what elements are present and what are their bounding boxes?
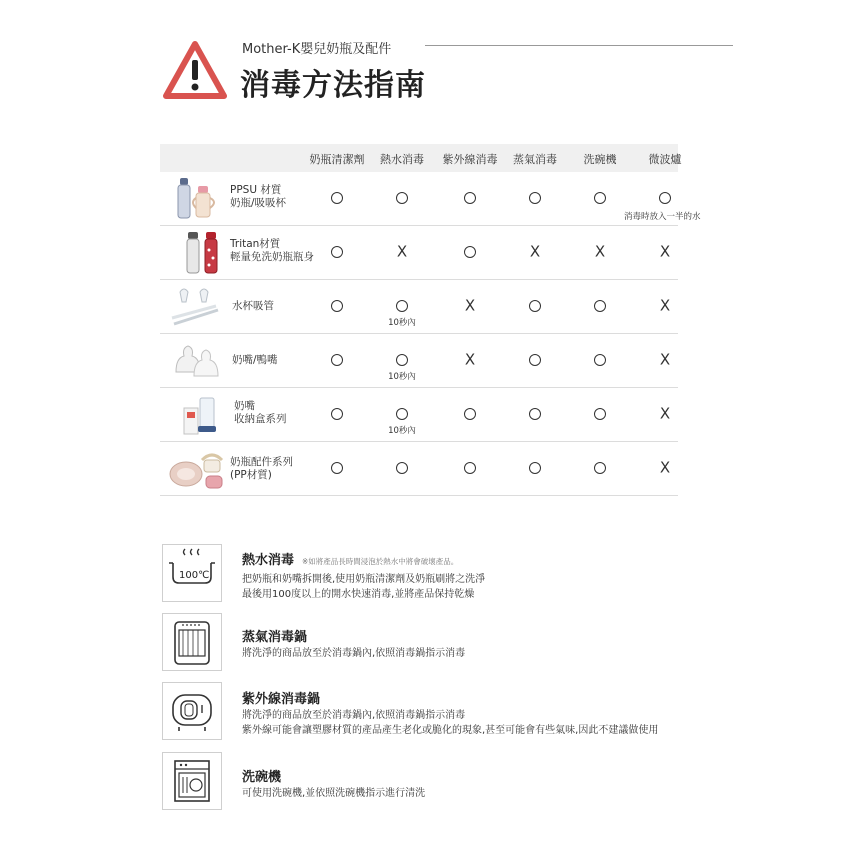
compat-mark: X bbox=[659, 404, 671, 423]
product-sublabel: 輕量免洗奶瓶瓶身 bbox=[230, 251, 314, 263]
compat-note: 10秒內 bbox=[388, 426, 416, 436]
description-line: 將洗淨的商品放至於消毒鍋內,依照消毒鍋指示消毒 bbox=[242, 648, 466, 659]
product-sublabel: 奶瓶/吸吸杯 bbox=[230, 197, 287, 209]
method-title-text: 洗碗機 bbox=[242, 770, 282, 785]
table-header bbox=[160, 144, 682, 172]
compat-note: 消毒時放入一半的水 bbox=[624, 212, 701, 222]
nipple-thumbnail bbox=[166, 338, 226, 384]
table-row bbox=[160, 442, 678, 496]
product-sublabel: 收納盒系列 bbox=[234, 413, 287, 425]
table-row bbox=[160, 334, 678, 388]
method-warning: ※如將產品長時間浸泡於熱水中將會破壞產品。 bbox=[302, 557, 459, 566]
warning-triangle-icon bbox=[162, 40, 228, 102]
steam-sterilizer-icon bbox=[162, 613, 222, 671]
method-description bbox=[242, 708, 658, 738]
table-row bbox=[160, 226, 678, 280]
compat-mark bbox=[529, 462, 541, 474]
product-sublabel: (PP材質) bbox=[230, 469, 272, 481]
description-line: 可使用洗碗機,並依照洗碗機指示進行清洗 bbox=[242, 788, 426, 799]
description-line: 紫外線可能會讓塑膠材質的產品產生老化或脆化的現象,甚至可能會有些氣味,因此不建議做使用 bbox=[242, 725, 659, 736]
compat-mark bbox=[331, 246, 343, 258]
compat-mark: X bbox=[529, 242, 541, 261]
method-description bbox=[242, 646, 465, 661]
ppsu-bottle-thumbnail bbox=[166, 176, 226, 222]
method-title-text: 紫外線消毒鍋 bbox=[242, 692, 321, 707]
compat-note: 10秒內 bbox=[388, 372, 416, 382]
compat-mark bbox=[594, 300, 606, 312]
table-row bbox=[160, 388, 678, 442]
compat-mark: X bbox=[396, 242, 408, 261]
temperature-label: 100℃ bbox=[179, 570, 210, 581]
column-header: 熱水消毒 bbox=[380, 153, 424, 166]
method-title bbox=[242, 626, 307, 645]
brand-name: Mother-K嬰兒奶瓶及配件 bbox=[242, 42, 392, 57]
compat-mark bbox=[529, 192, 541, 204]
compat-mark: X bbox=[659, 458, 671, 477]
straw-thumbnail bbox=[166, 284, 226, 330]
row-divider bbox=[160, 495, 678, 496]
column-header: 微波爐 bbox=[648, 153, 682, 166]
method-title bbox=[242, 688, 320, 707]
description-line: 最後用100度以上的開水快速消毒,並將產品保持乾燥 bbox=[242, 589, 475, 600]
compat-mark bbox=[331, 300, 343, 312]
storage-box-thumbnail bbox=[166, 392, 226, 438]
product-label: 奶嘴/鴨嘴 bbox=[232, 354, 278, 366]
compat-mark bbox=[331, 408, 343, 420]
compat-mark bbox=[594, 192, 606, 204]
method-title-text: 蒸氣消毒鍋 bbox=[242, 630, 308, 645]
compat-mark bbox=[594, 462, 606, 474]
compat-mark bbox=[594, 354, 606, 366]
method-description bbox=[242, 572, 485, 602]
method-title bbox=[242, 766, 281, 785]
description-line: 將洗淨的商品放至於消毒鍋內,依照消毒鍋指示消毒 bbox=[242, 710, 466, 721]
compat-mark bbox=[331, 462, 343, 474]
compat-mark: X bbox=[594, 242, 606, 261]
method-title-text: 熱水消毒 bbox=[242, 553, 295, 568]
product-label: Tritan材質 bbox=[230, 238, 281, 250]
method-description bbox=[242, 786, 425, 801]
header-rule bbox=[425, 45, 733, 46]
compat-mark bbox=[396, 300, 408, 312]
compat-mark bbox=[464, 192, 476, 204]
compat-mark bbox=[331, 192, 343, 204]
compat-mark bbox=[331, 354, 343, 366]
column-header: 蒸氣消毒 bbox=[513, 153, 557, 166]
compat-mark: X bbox=[464, 296, 476, 315]
compat-mark: X bbox=[659, 350, 671, 369]
compat-mark bbox=[464, 246, 476, 258]
product-label: 奶瓶配件系列 bbox=[230, 456, 293, 468]
disinfection-table bbox=[160, 144, 701, 498]
column-header: 洗碗機 bbox=[583, 153, 617, 166]
compat-mark bbox=[529, 408, 541, 420]
compat-mark: X bbox=[659, 296, 671, 315]
compat-mark bbox=[594, 408, 606, 420]
compat-mark bbox=[529, 300, 541, 312]
column-header: 奶瓶清潔劑 bbox=[309, 153, 365, 166]
tritan-bottle-thumbnail bbox=[166, 230, 226, 276]
method-title bbox=[242, 549, 458, 568]
compat-mark bbox=[464, 408, 476, 420]
table-row bbox=[160, 172, 701, 226]
compat-mark bbox=[464, 462, 476, 474]
compat-mark bbox=[396, 192, 408, 204]
compat-mark bbox=[529, 354, 541, 366]
column-header: 紫外線消毒 bbox=[442, 153, 498, 166]
pp-accessories-thumbnail bbox=[166, 446, 228, 492]
description-line: 把奶瓶和奶嘴拆開後,使用奶瓶清潔劑及奶瓶刷將之洗淨 bbox=[242, 574, 486, 585]
hot-water-icon bbox=[162, 544, 222, 602]
table-row bbox=[160, 280, 678, 334]
compat-mark: X bbox=[659, 242, 671, 261]
dishwasher-icon bbox=[162, 752, 222, 810]
product-label: PPSU 材質 bbox=[230, 184, 282, 196]
compat-mark bbox=[396, 408, 408, 420]
product-label: 奶嘴 bbox=[234, 400, 255, 412]
product-label: 水杯吸管 bbox=[232, 300, 274, 312]
compat-note: 10秒內 bbox=[388, 318, 416, 328]
compat-mark bbox=[659, 192, 671, 204]
compat-mark bbox=[396, 354, 408, 366]
compat-mark bbox=[396, 462, 408, 474]
compat-mark: X bbox=[464, 350, 476, 369]
page-title: 消毒方法指南 bbox=[240, 68, 426, 103]
uv-sterilizer-icon bbox=[162, 682, 222, 740]
